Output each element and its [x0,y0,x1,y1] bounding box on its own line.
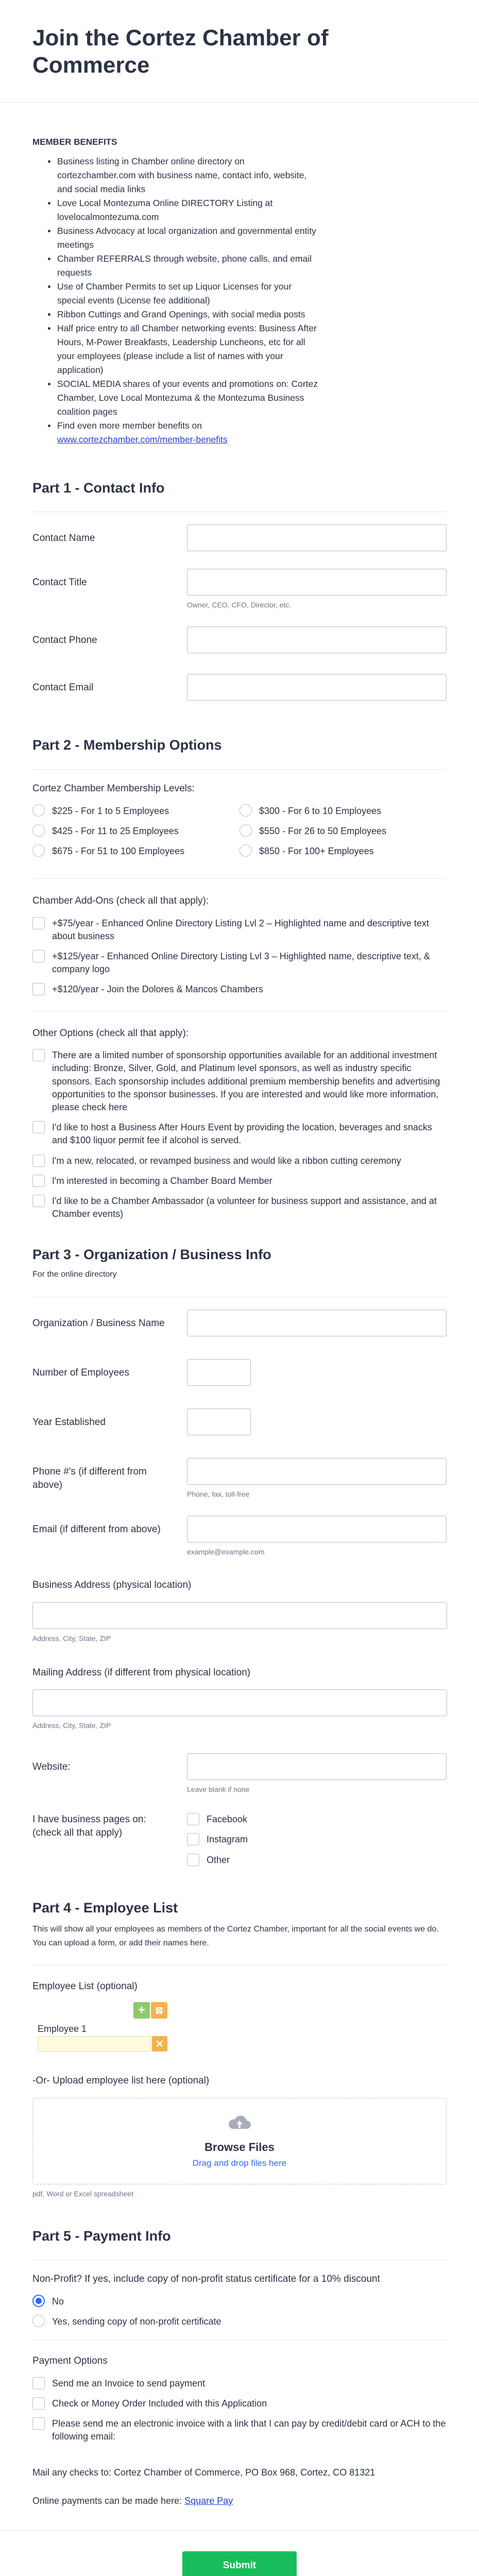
benefit-item: Chamber REFERRALS through website, phone calls, and email requests [32,252,321,280]
option-label: Other [207,1854,230,1865]
part1-title: Part 1 - Contact Info [32,480,165,496]
option-label: I'd like to host a Business After Hours Event by providing the location, beverages and snacks and $100 liquor permit fee if alcohol is served. [52,1122,432,1146]
checkbox[interactable] [32,1049,45,1061]
other-options-group [32,1049,447,1221]
membership-level-option[interactable] [32,805,239,818]
option-label: +$75/year - Enhanced Online Directory Listing Lvl 2 – Highlighted name and descriptive text about business [52,918,429,941]
submit-button[interactable]: Submit [182,2551,297,2576]
addon-option[interactable] [32,917,447,943]
email-input[interactable] [187,1516,447,1543]
option-label: I'm a new, relocated, or revamped business and would like a ribbon cutting ceremony [52,1155,401,1166]
checkbox[interactable] [187,1833,199,1845]
website-row [32,1753,447,1793]
org-name-label: Organization / Business Name [32,1317,165,1329]
mailing-address-label: Mailing Address (if different from physical location) [32,1667,251,1678]
social-option[interactable] [187,1854,447,1867]
upload-sublabel: pdf, Word or Excel spreadsheet [32,2189,133,2198]
mail-checks-text: Mail any checks to: Cortez Chamber of Commerce, PO Box 968, Cortez, CO 81321 [32,2467,375,2478]
benefit-item-more [32,419,321,447]
benefit-item: Business Advocacy at local organization and governmental entity meetings [32,224,321,252]
employee-list-label: Employee List (optional) [32,1980,138,1992]
part4-title: Part 4 - Employee List [32,1900,178,1916]
checkbox[interactable] [32,1175,45,1187]
part3-section [32,1246,447,1866]
browse-files-button[interactable]: Browse Files [204,2140,275,2154]
benefit-item: Half price entry to all Chamber networking events: Business After Hours, M-Power Breakfasts, Leadership Luncheons, etc for all your employees (please include a list of names with your application) [32,321,321,377]
benefit-item: SOCIAL MEDIA shares of your events and promotions on: Cortez Chamber, Love Local Montezuma & the Montezuma Business coalition pages [32,377,321,419]
contact-name-label: Contact Name [32,533,95,544]
online-payment-line [32,2495,447,2507]
radio-button[interactable] [239,824,252,837]
checkbox[interactable] [32,1121,45,1133]
contact-phone-input[interactable] [187,626,447,653]
other-option[interactable] [32,1195,447,1221]
form-content [0,103,479,2507]
radio-button[interactable] [239,844,252,857]
contact-email-row [32,674,447,701]
checkbox[interactable] [32,2417,45,2430]
phone-sublabel: Phone, fax, toll-free [187,1489,250,1498]
option-label: $675 - For 51 to 100 Employees [52,845,185,856]
option-label: $425 - For 11 to 25 Employees [52,825,179,836]
file-upload-dropzone[interactable] [32,2098,447,2184]
year-input[interactable] [187,1409,251,1435]
divider [32,769,447,770]
business-address-block [32,1579,447,1642]
member-benefits-link[interactable]: www.cortezchamber.com/member-benefits [57,434,228,445]
business-address-input[interactable] [32,1602,447,1629]
nonprofit-options [32,2295,447,2328]
checkbox[interactable] [187,1854,199,1866]
mailing-address-input[interactable] [32,1689,447,1716]
social-option[interactable] [187,1813,447,1826]
payment-options [32,2377,447,2444]
form-header [0,0,479,103]
checkbox[interactable] [32,917,45,929]
contact-name-input[interactable] [187,524,447,551]
other-options-label: Other Options (check all that apply): [32,1027,189,1039]
addon-option[interactable] [32,950,447,976]
member-benefits [32,103,447,447]
org-name-input[interactable] [187,1310,447,1336]
phone-input[interactable] [187,1458,447,1485]
nonprofit-option-yes[interactable] [32,2315,447,2328]
website-label: Website: [32,1761,71,1773]
radio-button[interactable] [239,804,252,817]
option-label: I'm interested in becoming a Chamber Board Member [52,1175,272,1186]
payment-options-label: Payment Options [32,2355,108,2367]
membership-level-option[interactable] [239,825,447,838]
benefit-item: Business listing in Chamber online directory on cortezchamber.com with business name, contact info, website, and social media links [32,155,321,196]
membership-levels-group [32,805,447,858]
nonprofit-label: Non-Profit? If yes, include copy of non-profit status certificate for a 10% discount [32,2274,380,2285]
option-label: +$120/year - Join the Dolores & Mancos Chambers [52,984,263,995]
radio-button[interactable] [32,804,45,817]
phone-label: Phone #'s (if different from above) [32,1466,147,1490]
contact-title-row [32,569,447,609]
online-payment-text: Online payments can be made here: [32,2495,182,2506]
contact-title-sublabel: Owner, CEO, CFO, Director, etc. [187,601,292,609]
option-label: Send me an Invoice to send payment [52,2378,206,2388]
checkbox[interactable] [32,1155,45,1167]
business-address-label: Business Address (physical location) [32,1579,192,1590]
cloud-upload-icon [227,2114,252,2131]
contact-title-label: Contact Title [32,577,87,588]
benefit-more-text: Find even more member benefits on [57,420,202,431]
option-label: Facebook [207,1814,248,1825]
remove-row-icon[interactable]: ⊠ [151,2002,167,2019]
close-icon[interactable]: ✕ [152,2036,167,2052]
checkbox[interactable] [32,983,45,995]
payment-option[interactable] [32,2377,447,2390]
membership-levels-label: Cortez Chamber Membership Levels: [32,783,195,794]
social-options [187,1813,447,1867]
phone-row [32,1458,447,1498]
option-label: Yes, sending copy of non-profit certificate [52,2316,221,2327]
benefit-item: Ribbon Cuttings and Grand Openings, with social media posts [32,308,321,321]
employee-name-input[interactable] [38,2036,151,2052]
website-sublabel: Leave blank if none [187,1785,250,1794]
part2-title: Part 2 - Membership Options [32,737,222,753]
option-label: Please send me an electronic invoice with a link that I can pay by credit/debit card or ACH to the following email: [52,2418,446,2442]
option-label: +$125/year - Enhanced Online Directory Listing Lvl 3 – Highlighted name, descriptive text, & company logo [52,951,430,975]
membership-level-option[interactable] [239,805,447,818]
nonprofit-option-no[interactable] [32,2295,447,2308]
mailing-address-block [32,1666,447,1730]
year-row [32,1409,447,1435]
radio-button[interactable] [32,2295,45,2307]
checkbox[interactable] [32,950,45,962]
option-label: Instagram [207,1834,248,1845]
part5-title: Part 5 - Payment Info [32,2228,171,2244]
email-sublabel: example@example.com [187,1547,265,1556]
email-label: Email (if different from above) [32,1523,161,1535]
contact-email-input[interactable] [187,674,447,701]
option-label: No [52,2296,64,2307]
drag-drop-hint: Drag and drop files here [192,2158,287,2168]
employees-input[interactable] [187,1359,251,1386]
radio-button[interactable] [32,824,45,837]
website-input[interactable] [187,1753,447,1780]
employees-label: Number of Employees [32,1367,129,1378]
contact-name-row [32,524,447,551]
benefit-item: Love Local Montezuma Online DIRECTORY Listing at lovelocalmontezuma.com [32,196,321,224]
payment-option[interactable] [32,2397,447,2410]
social-label: I have business pages on: (check all that apply) [32,1814,146,1838]
contact-title-input[interactable] [187,569,447,596]
employees-row [32,1359,447,1386]
part1-section [32,480,447,701]
other-option[interactable] [32,1121,447,1147]
benefits-list [32,155,447,447]
radio-button[interactable] [32,2315,45,2327]
business-address-sublabel: Address, City, State, ZIP [32,1634,111,1642]
part3-title: Part 3 - Organization / Business Info [32,1247,271,1263]
plus-icon[interactable]: + [133,2002,150,2019]
addon-option[interactable] [32,983,447,996]
checkbox[interactable] [187,1813,199,1825]
year-label: Year Established [32,1416,106,1428]
membership-level-option[interactable] [32,845,239,858]
part4-section [32,1900,447,2198]
option-label: I'd like to be a Chamber Ambassador (a volunteer for business support and assistance, and at Chamber events) [52,1195,437,1219]
other-option[interactable] [32,1155,447,1167]
divider [32,878,447,879]
addons-group [32,917,447,996]
part2-section [32,737,447,1221]
membership-level-option[interactable] [32,825,239,838]
page-title: Join the Cortez Chamber of Commerce [32,25,329,78]
checkbox[interactable] [32,2397,45,2410]
other-option[interactable] [32,1049,447,1114]
employee-list-widget [32,2002,447,2069]
part4-subtitle: This will show all your employees as members of the Cortez Chamber, important for all the social events we do. You can upload a form, or add their names here. [32,1925,439,1948]
benefit-item: Use of Chamber Permits to set up Liquor Licenses for your special events (License fee additional) [32,280,321,308]
option-label: There are a limited number of sponsorship opportunities available for an additional investment including: Bronze, Silver, Gold, and Platinum level sponsors, as well as industry specific sponsors. Each sponsorship includes additional premium membership benefits and advertising opportunities to the sponsor businesses. If you are interested and would like more information, please check here [52,1050,440,1113]
part5-section [32,2228,447,2507]
addons-label: Chamber Add-Ons (check all that apply): [32,895,209,907]
payment-option[interactable] [32,2417,447,2443]
upload-label: -Or- Upload employee list here (optional) [32,2075,210,2087]
contact-phone-label: Contact Phone [32,635,97,646]
other-option[interactable] [32,1175,447,1188]
option-label: Check or Money Order Included with this Application [52,2398,267,2409]
contact-email-label: Contact Email [32,682,94,693]
benefits-heading: MEMBER BENEFITS [32,137,117,147]
membership-level-option[interactable] [239,845,447,858]
contact-phone-row [32,626,447,653]
email-row [32,1516,447,1556]
social-row [32,1813,447,1867]
employee-add-row [133,2002,167,2019]
option-label: $550 - For 26 to 50 Employees [259,825,387,836]
mailing-address-sublabel: Address, City, State, ZIP [32,1721,111,1730]
part3-subtitle: For the online directory [32,1269,117,1279]
org-name-row [32,1310,447,1336]
social-option[interactable] [187,1833,447,1846]
submit-area [0,2530,479,2576]
option-label: $225 - For 1 to 5 Employees [52,805,169,816]
employee-field-label: Employee 1 [38,2024,87,2035]
radio-button[interactable] [32,844,45,857]
option-label: $850 - For 100+ Employees [259,845,374,856]
square-pay-link[interactable]: Square Pay [184,2495,233,2506]
checkbox[interactable] [32,2377,45,2389]
option-label: $300 - For 6 to 10 Employees [259,805,382,816]
checkbox[interactable] [32,1195,45,1207]
